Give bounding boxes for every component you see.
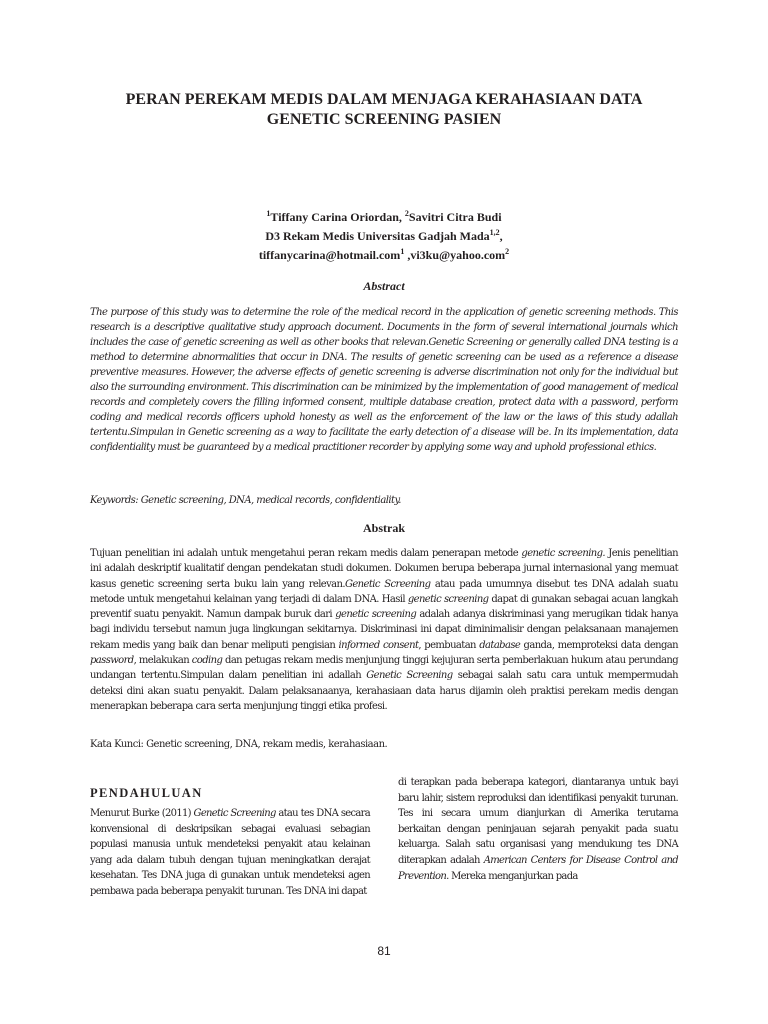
intro-right-text-1: di terapkan pada beberapa kategori, diantaranya untuk bayi baru lahir, sistem reproduksi dan identifikasi penyakit turunan. Tes ini secara umum dianjurkan di Amerika terutama berkaitan dengan peninjauan sejarah penyakit pada suatu keluarga. Salah satu organisasi yang mendukung tes DNA diterapkan adalah (398, 777, 678, 866)
title-line-2: GENETIC SCREENING PASIEN (266, 111, 502, 128)
abstrak-text-10: sebagai salah satu cara untuk mempermudah deteksi dini akan suatu penyakit. Dalam pelaksanaanya, kerahasiaan data harus dijamin oleh praktisi perekam medis dengan menerapkan beberapa cara serta menjunjung tinggi etika profesi. (90, 670, 679, 712)
abstrak-italic-5: informed consent (338, 639, 419, 651)
email-2-superscript: 2 (505, 247, 510, 256)
email-1-superscript: 1 (400, 247, 405, 256)
page-number: 81 (377, 944, 391, 958)
author-affiliation (60, 225, 708, 244)
intro-right-text-2: Mereka menganjurkan pada (448, 870, 578, 882)
abstrak-heading: Abstrak (362, 521, 405, 535)
intro-right-italic-1: American Centers for Disease Control and Prevention. (398, 854, 678, 882)
affiliation-superscript: 1,2 (489, 228, 500, 237)
abstrak-text-7: ganda, memproteksi data dengan (520, 639, 678, 651)
abstrak-italic-4: genetic screening (335, 609, 417, 621)
author-emails (60, 244, 708, 263)
abstrak-text-5: adalah adanya diskriminasi yang merugikan tidak hanya bagi individu tersebut namun juga lingkungan sekitarnya. Diskriminasi ini dapat diminimalisir dengan pelaksanaan manajemen rekam medis yang baik dan benar meliputi pengisian (90, 609, 678, 651)
abstrak-text-1: Tujuan penelitian ini adalah untuk mengetahui peran rekam medis dalam penerapan metode (90, 548, 522, 559)
abstrak-text-6: , pembuatan (418, 639, 480, 651)
intro-left-italic-1: Genetic Screening (193, 808, 276, 819)
abstrak-italic-3: genetic screening (407, 593, 489, 605)
abstrak-italic-6: database (479, 639, 521, 651)
author-block (60, 206, 708, 263)
keywords-indonesian: Kata Kunci: Genetic screening, DNA, rekam medis, kerahasiaan. (90, 739, 388, 750)
abstrak-indonesian-text (90, 546, 678, 714)
affiliation-name: D3 Rekam Medis Universitas Gadjah Mada (265, 229, 490, 243)
author-1-name: Tiffany Carina Oriordan, (270, 210, 405, 224)
abstract-english-text: The purpose of this study was to determine the role of the medical record in the application of genetic screening methods. This research is a descriptive qualitative study approach document. Documents in the form of several international journals which includes the case of genetic screening as well as other books that relevan.Genetic Screening or generally called DNA testing is a method to determine abnormalities that occur in DNA. The results of genetic screening can be used as a reference a disease preventive measures. However, the adverse effects of genetic screening is adverse discrimination not only for the individual but also the surrounding environment. This discrimination can be minimized by the implementation of good management of medical records and completely covers the filling informed consent, multiple database creation, protect data with a password, perform coding and medical records officers uphold honesty as well as the enforcement of the law or the laws of this study adallah tertentu.Simpulan in Genetic screening as a way to facilitate the early detection of a disease will be. In its implementation, data confidentiality must be guaranteed by a medical practitioner recorder by applying some way and uphold professional ethics. (90, 307, 678, 453)
author-names (60, 206, 708, 225)
abstrak-italic-9: Genetic Screening (366, 670, 453, 682)
affiliation-comma: , (499, 229, 503, 243)
abstrak-text-4: dapat di gunakan sebagai acuan langkah preventif suatu penyakit. Namun dampak buruk dari (90, 593, 678, 621)
abstrak-text-2: Jenis penelitian ini adalah deskriptif kualitatif dengan pendekatan studi dokumen. Dokumen berupa beberapa jurnal internasional yang memuat kasus genetic screening serta buku lain yang relevan. (90, 548, 678, 590)
email-separator: , (404, 248, 411, 262)
abstrak-italic-8: coding (191, 655, 223, 667)
intro-left-text-2: atau tes DNA secara konvensional di deskripsikan sebagai evaluasi sebagian populasi manusia untuk mendeteksi penyakit atau kelainan yang ada dalam tubuh dengan tujuan meningkatkan derajat kesehatan. Tes DNA juga di gunakan untuk mendeteksi agen pembawa pada beberapa penyakit turunan. Tes DNA ini dapat (90, 808, 370, 897)
introduction-right-column (398, 775, 678, 884)
abstrak-italic-7: password (90, 655, 134, 667)
intro-left-text-1: Menurut Burke (2011) (90, 808, 194, 819)
abstrak-text-3: atau pada umumnya disebut tes DNA adalah suatu metode untuk mengetahui kelainan yang terjadi di dalam DNA. Hasil (90, 578, 678, 605)
abstrak-text-9: dan petugas rekam medis menjunjung tinggi kejujuran serta pemberlakuan hukum atau perundang undangan tertentu.Simpulan dalam penelitian ini adallah (90, 655, 678, 682)
abstract-heading: Abstract (363, 279, 405, 293)
author-1-superscript: 1 (266, 209, 271, 218)
author-1-email: tiffanycarina@hotmail.com (258, 248, 401, 262)
author-2-superscript: 2 (404, 209, 409, 218)
keywords-english: Keywords: Genetic screening, DNA, medical records, confidentiality. (90, 495, 401, 506)
abstrak-text-8: , melakukan (133, 655, 192, 667)
introduction-heading: PENDAHULUAN (90, 786, 203, 800)
author-2-email: vi3ku@yahoo.com (410, 248, 506, 262)
abstrak-italic-2: Genetic Screening (344, 578, 431, 590)
paper-title (60, 90, 708, 130)
abstrak-italic-1: genetic screening. (521, 548, 606, 559)
title-line-1: PERAN PEREKAM MEDIS DALAM MENJAGA KERAHASIAAN DATA (125, 91, 643, 108)
author-2-name: Savitri Citra Budi (408, 210, 502, 224)
introduction-left-column (90, 806, 370, 900)
